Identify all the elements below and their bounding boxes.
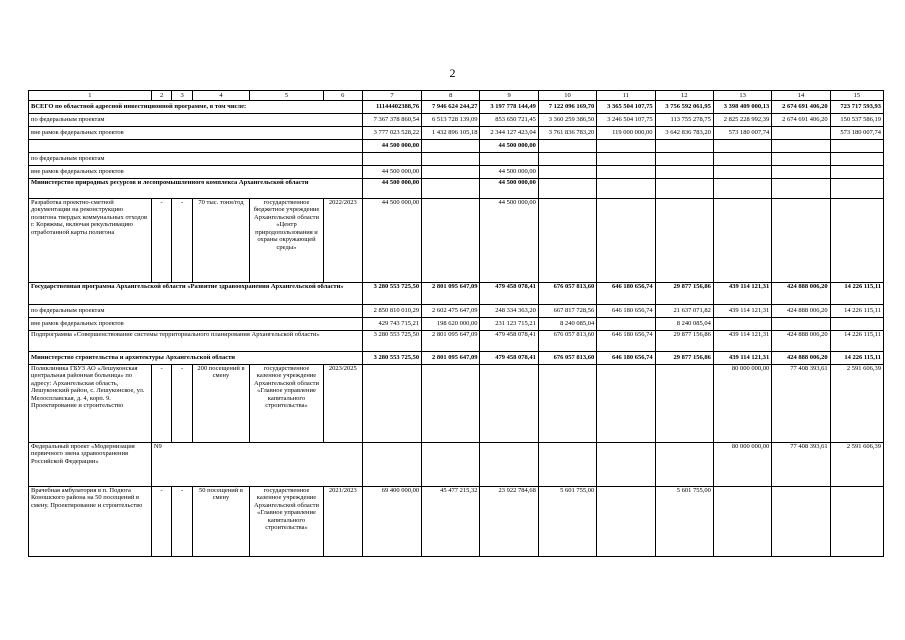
cell [772,127,830,140]
row-label [29,140,363,153]
row-label: по федеральным проектам [29,153,363,166]
col-header: 15 [830,91,883,101]
cell: 646 180 656,74 [597,352,655,365]
cell: 8 240 085,04 [655,318,713,331]
cell: 80 000 000,00 [713,443,771,487]
cell: 439 114 121,31 [713,305,771,318]
cell: 45 477 215,32 [422,487,480,557]
cell: 2 850 810 010,29 [362,305,421,318]
table-row [29,101,884,114]
cell [830,153,883,166]
cell: 2023/2025 [323,365,362,443]
cell: 69 400 000,00 [362,487,421,557]
cell [772,140,830,153]
cell [597,318,655,331]
cell: 2 591 606,39 [830,365,883,443]
cell: 676 057 813,60 [538,283,596,305]
col-header: 1 [29,91,152,101]
table-row [29,140,884,153]
cell: 3 280 553 725,50 [362,331,421,352]
cell: 2021/2023 [323,487,362,557]
cell: 14 226 115,11 [830,283,883,305]
cell [362,153,421,166]
cell: 2 344 127 423,04 [480,127,538,140]
cell: 44 500 000,00 [480,179,538,199]
cell: 646 180 656,74 [597,283,655,305]
cell: 853 650 721,45 [480,114,538,127]
cell: 77 408 393,61 [772,443,830,487]
cell: 2 591 606,39 [830,443,883,487]
table-row [29,365,884,443]
cell: 50 посещений в смену [192,487,249,557]
cell [655,140,713,153]
col-header: 10 [538,91,596,101]
cell: 113 755 278,75 [655,114,713,127]
cell: государственное казенное учреждение Архангельской области «Главное управление капитального строительства» [250,487,324,557]
cell: - [172,199,192,283]
project-name: Разработка проектно-сметной документации на реконструкцию полигона твердых коммунальных отходов г. Коряжмы, включая рекультивацию отработанной карты полигона [29,199,152,283]
cell [713,179,771,199]
col-header: 7 [362,91,421,101]
cell: государственное казенное учреждение Архангельской области «Главное управление капитального строительства» [250,365,324,443]
cell: - [172,487,192,557]
cell [597,166,655,179]
cell: N9 [151,443,362,487]
cell: 14 226 115,11 [830,331,883,352]
row-label: Подпрограмма «Совершенствование системы территориального планирования Архангельской области» [29,331,363,352]
cell: 2 801 095 647,09 [422,352,480,365]
cell: 676 057 813,60 [538,352,596,365]
cell [772,179,830,199]
cell [422,199,480,283]
cell: 646 180 656,74 [597,331,655,352]
cell: 119 000 000,00 [597,127,655,140]
cell: 667 817 728,56 [538,305,596,318]
cell [830,199,883,283]
col-header: 12 [655,91,713,101]
cell [772,487,830,557]
cell: 479 458 078,41 [480,352,538,365]
cell: 29 877 156,86 [655,352,713,365]
cell: 2 674 691 406,20 [772,101,830,114]
cell: 424 888 006,20 [772,331,830,352]
cell [538,153,596,166]
cell: 3 246 504 107,75 [597,114,655,127]
cell: 7 946 624 244,27 [422,101,480,114]
project-name: Федеральный проект «Модернизация первичного звена здравоохранения Российской Федерации» [29,443,152,487]
investment-program-table [28,90,884,557]
cell [713,166,771,179]
cell [655,443,713,487]
cell [655,153,713,166]
cell [830,179,883,199]
cell [362,443,421,487]
table-row [29,318,884,331]
cell: 29 877 156,86 [655,283,713,305]
cell: 44 500 000,00 [480,166,538,179]
cell [713,318,771,331]
cell: 23 922 784,68 [480,487,538,557]
col-header: 11 [597,91,655,101]
cell [772,153,830,166]
cell: 14 226 115,11 [830,352,883,365]
col-header: 4 [192,91,249,101]
col-header: 5 [250,91,324,101]
cell: 5 601 755,00 [538,487,596,557]
cell: - [151,365,171,443]
cell: 676 057 813,60 [538,331,596,352]
table-row [29,179,884,199]
cell: 439 114 121,31 [713,352,771,365]
row-label: Министерство природных ресурсов и лесопромышленного комплекса Архангельской области [29,179,363,199]
cell: 7 122 096 169,70 [538,101,596,114]
cell: 44 500 000,00 [480,140,538,153]
cell: 77 408 393,61 [772,365,830,443]
cell: 439 114 121,31 [713,283,771,305]
cell [597,153,655,166]
cell: 2 801 095 647,09 [422,283,480,305]
cell: 3 761 836 783,20 [538,127,596,140]
cell: - [172,365,192,443]
col-header: 6 [323,91,362,101]
cell: 14 226 115,11 [830,305,883,318]
cell: 3 365 504 107,75 [597,101,655,114]
cell [655,179,713,199]
cell: государственное бюджетное учреждение Архангельской области «Центр природопользования и охраны окружающей среды» [250,199,324,283]
cell [655,199,713,283]
cell: - [151,487,171,557]
cell: 3 280 553 725,50 [362,352,421,365]
table-row [29,443,884,487]
cell [480,365,538,443]
project-name: Поликлиника ГБУЗ АО «Лешуконская центральная районная больница» по адресу: Архангельская область, Лешуконский район, с. Лешуконское, ул. Мелосплавская, д. 4, корп. 9. Проектирование и строительство [29,365,152,443]
cell [597,365,655,443]
cell: 44 500 000,00 [362,166,421,179]
cell [713,487,771,557]
col-header: 9 [480,91,538,101]
cell [597,199,655,283]
cell: 3 756 592 061,95 [655,101,713,114]
table-row [29,331,884,352]
cell [830,166,883,179]
row-label: по федеральным проектам [29,114,363,127]
cell: 646 180 656,74 [597,305,655,318]
cell [655,166,713,179]
cell: 3 360 259 386,50 [538,114,596,127]
col-header: 8 [422,91,480,101]
cell: 2 825 228 992,39 [713,114,771,127]
cell: 6 513 728 139,09 [422,114,480,127]
cell: 479 458 078,41 [480,283,538,305]
table-row [29,487,884,557]
cell: 150 537 586,19 [830,114,883,127]
cell: 2 674 691 406,20 [772,114,830,127]
project-name: Врачебная амбулатория в п. Подюга Коношского района на 50 посещений в смену. Проектирование и строительство [29,487,152,557]
table-row [29,166,884,179]
cell: 44 500 000,00 [362,140,421,153]
table-row [29,352,884,365]
cell [713,199,771,283]
cell: 429 743 715,21 [362,318,421,331]
row-label: вне рамок федеральных проектов [29,318,363,331]
cell: 723 717 593,93 [830,101,883,114]
cell [422,365,480,443]
cell [713,153,771,166]
table-row [29,199,884,283]
cell: 2 801 095 647,09 [422,331,480,352]
cell: 200 посещений в смену [192,365,249,443]
cell: 573 180 007,74 [713,127,771,140]
row-label: по федеральным проектам [29,305,363,318]
cell: 439 114 121,31 [713,331,771,352]
table-row [29,127,884,140]
cell [830,487,883,557]
row-label: вне рамок федеральных проектов [29,166,363,179]
cell: 29 877 156,86 [655,331,713,352]
cell [538,365,596,443]
col-header: 2 [151,91,171,101]
cell [422,153,480,166]
col-header: 3 [172,91,192,101]
cell: 44 500 000,00 [480,199,538,283]
cell: 7 367 378 860,54 [362,114,421,127]
cell: 80 000 000,00 [713,365,771,443]
table-row [29,153,884,166]
cell: 3 197 778 144,49 [480,101,538,114]
cell: 3 398 409 000,13 [713,101,771,114]
cell [713,140,771,153]
cell [422,443,480,487]
col-header: 13 [713,91,771,101]
table-row [29,283,884,305]
row-label: вне рамок федеральных проектов [29,127,363,140]
cell: 198 620 000,00 [422,318,480,331]
cell: 3 280 553 725,50 [362,283,421,305]
table-row [29,114,884,127]
cell: 3 642 836 783,20 [655,127,713,140]
cell: 70 тыс. тонн/год [192,199,249,283]
cell [538,199,596,283]
cell [422,166,480,179]
cell: 44 500 000,00 [362,199,421,283]
cell [597,443,655,487]
cell [597,179,655,199]
cell [480,153,538,166]
cell: 2022/2023 [323,199,362,283]
cell [480,443,538,487]
cell: 21 637 071,82 [655,305,713,318]
cell [830,318,883,331]
cell [772,318,830,331]
cell: 248 334 363,20 [480,305,538,318]
cell: 424 888 006,20 [772,283,830,305]
cell: - [151,199,171,283]
cell: 5 601 755,00 [655,487,713,557]
table-row [29,305,884,318]
cell [538,179,596,199]
cell: 11144402388,76 [362,101,421,114]
cell: 8 240 085,04 [538,318,596,331]
cell: 44 500 000,00 [362,179,421,199]
row-label: ВСЕГО по областной адресной инвестиционной программе, в том числе: [29,101,363,114]
cell [362,365,421,443]
cell [422,179,480,199]
column-number-row [29,91,884,101]
cell [597,487,655,557]
cell: 231 123 715,21 [480,318,538,331]
cell: 1 432 896 105,18 [422,127,480,140]
cell [538,166,596,179]
row-label: Государственная программа Архангельской области «Развитие здравоохранения Архангельской области» [29,283,363,305]
cell [538,140,596,153]
cell: 573 180 007,74 [830,127,883,140]
cell: 2 602 475 647,09 [422,305,480,318]
cell: 479 458 078,41 [480,331,538,352]
cell [830,140,883,153]
cell [655,365,713,443]
cell: 424 888 006,20 [772,305,830,318]
col-header: 14 [772,91,830,101]
cell [538,443,596,487]
cell [422,140,480,153]
page-number: 2 [449,66,456,80]
row-label: Министерство строительства и архитектуры Архангельской области [29,352,363,365]
cell [772,166,830,179]
cell [772,199,830,283]
cell: 424 888 006,20 [772,352,830,365]
cell: 3 777 023 528,22 [362,127,421,140]
cell [597,140,655,153]
